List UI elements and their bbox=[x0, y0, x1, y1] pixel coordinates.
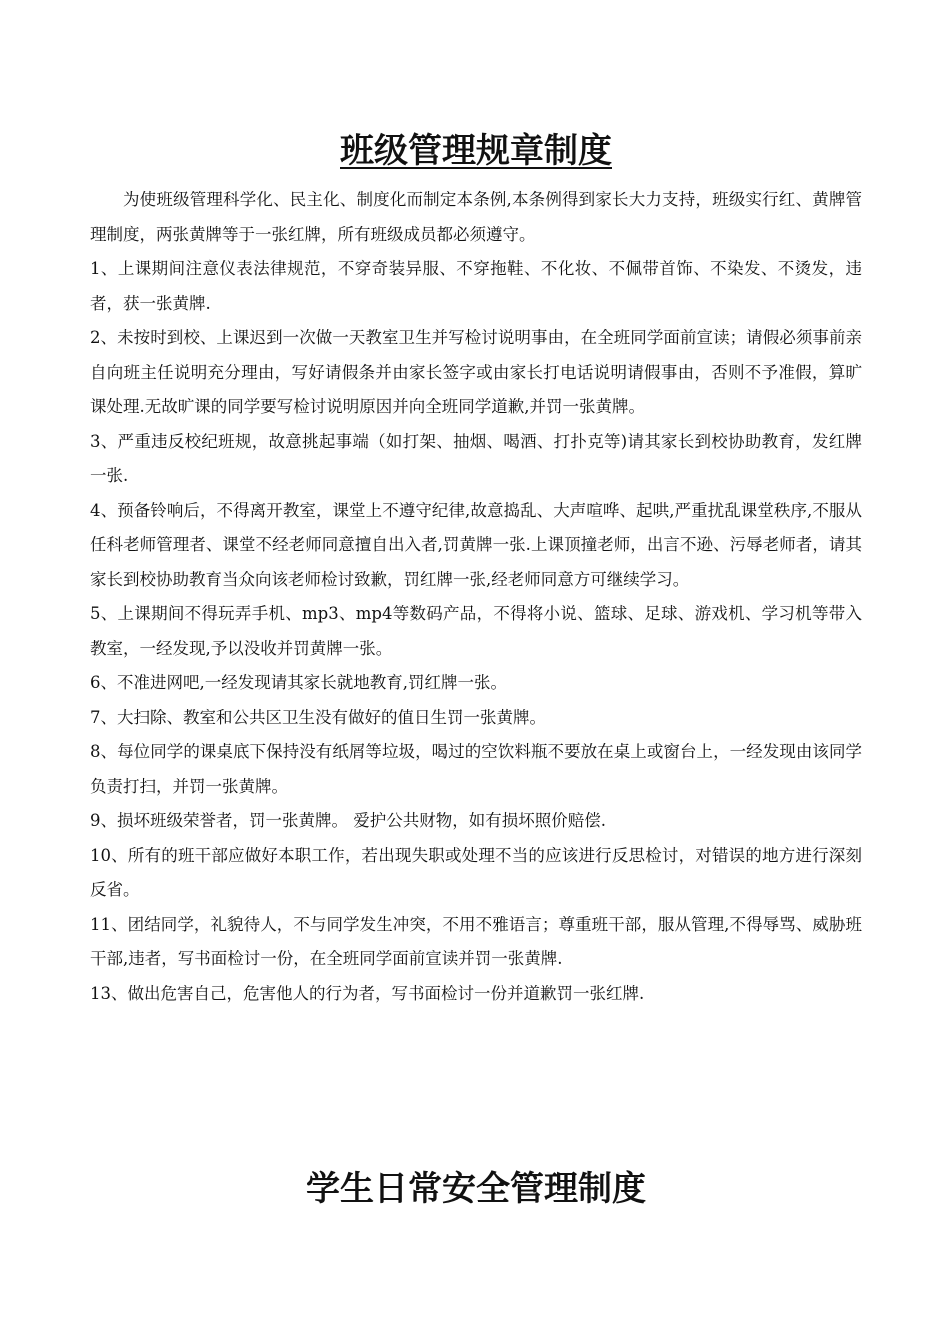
rule-item-4: 4、预备铃响后，不得离开教室，课堂上不遵守纪律,故意捣乱、大声喧哗、起哄,严重扰乱课堂秩序,不服从任科老师管理者、课堂不经老师同意擅自出入者,罚黄牌一张.上课顶撞老师，出言不逊、污辱老师者，请其家长到校协助教育当众向该老师检讨致歉，罚红牌一张,经老师同意方可继续学习。 bbox=[90, 500, 862, 589]
rule-item-7: 7、大扫除、教室和公共区卫生没有做好的值日生罚一张黄牌。 bbox=[90, 707, 546, 727]
rule-item-6: 6、不准进网吧,一经发现请其家长就地教育,罚红牌一张。 bbox=[90, 673, 507, 692]
document-body bbox=[90, 183, 862, 1011]
rule-item-11: 11、团结同学，礼貌待人，不与同学发生冲突，不用不雅语言；尊重班干部，服从管理,不得辱骂、威胁班干部,违者，写书面检讨一份，在全班同学面前宣读并罚一张黄牌. bbox=[90, 914, 862, 968]
document-page bbox=[90, 0, 862, 1344]
rule-item-2: 2、未按时到校、上课迟到一次做一天教室卫生并写检讨说明事由，在全班同学面前宣读；请假必须事前亲自向班主任说明充分理由，写好请假条并由家长签字或由家长打电话说明请假事由，否则不予准假，算旷课处理.无故旷课的同学要写检讨说明原因并向全班同学道歉,并罚一张黄牌。 bbox=[90, 328, 862, 416]
second-section-title: 学生日常安全管理制度 bbox=[306, 1169, 646, 1209]
rule-item-9: 9、损坏班级荣誉者，罚一张黄牌。 爱护公共财物，如有损坏照价赔偿. bbox=[90, 811, 606, 830]
rule-item-5: 5、上课期间不得玩弄手机、mp3、mp4等数码产品，不得将小说、篮球、足球、游戏机、学习机等带入教室，一经发现,予以没收并罚黄牌一张。 bbox=[90, 604, 862, 658]
rule-item-3: 3、严重违反校纪班规，故意挑起事端（如打架、抽烟、喝酒、打扑克等)请其家长到校协助教育，发红牌一张. bbox=[90, 431, 862, 485]
document-title bbox=[90, 128, 862, 174]
intro-paragraph: 为使班级管理科学化、民主化、制度化而制定本条例,本条例得到家长大力支持，班级实行红、黄牌管理制度，两张黄牌等于一张红牌，所有班级成员都必须遵守。 bbox=[90, 190, 862, 244]
rule-item-1: 1、上课期间注意仪表法律规范，不穿奇装异服、不穿拖鞋、不化妆、不佩带首饰、不染发、不烫发，违者，获一张黄牌. bbox=[90, 259, 862, 313]
rule-item-8: 8、每位同学的课桌底下保持没有纸屑等垃圾，喝过的空饮料瓶不要放在桌上或窗台上，一经发现由该同学负责打扫，并罚一张黄牌。 bbox=[90, 742, 862, 796]
rule-item-10: 10、所有的班干部应做好本职工作，若出现失职或处理不当的应该进行反思检讨，对错误的地方进行深刻反省。 bbox=[90, 845, 862, 899]
document-title-text: 班级管理规章制度 bbox=[340, 131, 612, 171]
rule-item-13: 13、做出危害自己，危害他人的行为者，写书面检讨一份并道歉罚一张红牌. bbox=[90, 983, 645, 1003]
